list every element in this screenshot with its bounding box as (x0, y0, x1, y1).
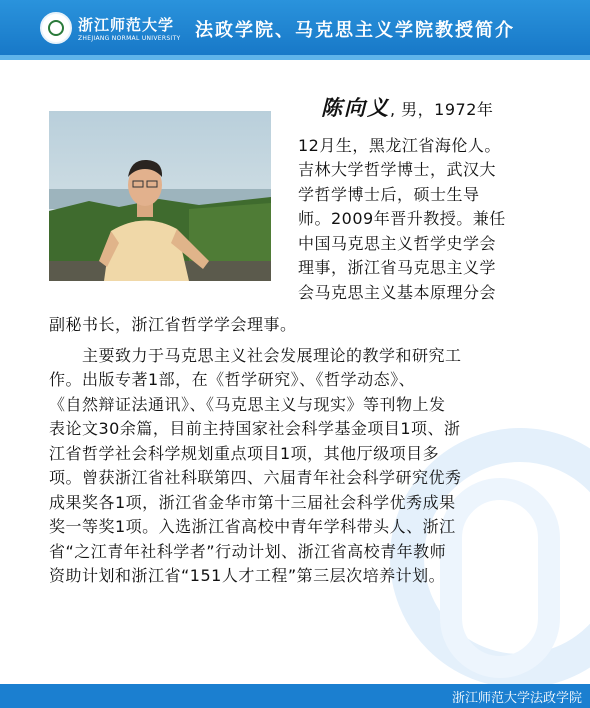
portrait-photo (49, 111, 271, 281)
intro-line-5: 师。2009年晋升教授。兼任 (298, 209, 506, 228)
body-line-11: 资助计划和浙江省“151人才工程”第三层次培养计划。 (49, 566, 446, 585)
intro-line-4: 学哲学博士后，硕士生导 (298, 185, 480, 204)
university-logo-text: 浙江师范大学 (78, 16, 175, 34)
body-line-4: 《自然辩证法通讯》、《马克思主义与现实》等刊物上发 (49, 395, 446, 414)
footer-bar (0, 684, 590, 708)
intro-line-1-text: , 男，1972年 (390, 100, 494, 119)
header-banner (0, 0, 590, 60)
professor-name: 陈向义 (321, 95, 390, 120)
footer-institution: 浙江师范大学法政学院 (451, 691, 582, 706)
intro-line-3: 吉林大学哲学博士，武汉大 (298, 160, 497, 179)
body-line-3: 作。出版专著1部，在《哲学研究》、《哲学动态》、 (49, 370, 416, 389)
header-stripe (0, 55, 590, 60)
page-title: 法政学院、马克思主义学院教授简介 (195, 20, 515, 41)
body-line-5: 表论文30余篇，目前主持国家社会科学基金项目1项、浙 (49, 419, 461, 438)
intro-line-7: 理事，浙江省马克思主义学 (298, 258, 497, 277)
university-seal-icon (40, 12, 72, 44)
university-logo-english: ZHEJIANG NORMAL UNIVERSITY (78, 35, 181, 42)
intro-line-2: 12月生，黑龙江省海伦人。 (298, 136, 501, 155)
intro-line-8: 会马克思主义基本原理分会 (298, 283, 497, 302)
portrait-photo-illustration (49, 111, 271, 281)
body-line-10: 省“之江青年社科学者”行动计划、浙江省高校青年教师 (49, 542, 447, 561)
body-line-9: 奖一等奖1项。入选浙江省高校中青年学科带头人、浙江 (49, 517, 456, 536)
body-line-7: 项。曾获浙江省社科联第四、六届青年社会科学研究优秀 (49, 468, 462, 487)
body-line-2: 主要致力于马克思主义社会发展理论的教学和研究工 (49, 346, 462, 365)
body-line-8: 成果奖各1项，浙江省金华市第十三届社会科学优秀成果 (49, 493, 456, 512)
background-decoration-inner (440, 478, 560, 678)
intro-line-6: 中国马克思主义哲学史学会 (298, 234, 497, 253)
intro-line-1 (321, 96, 493, 123)
body-line-6: 江省哲学社会科学规划重点项目1项，其他厅级项目多 (49, 444, 440, 463)
body-line-1: 副秘书长，浙江省哲学学会理事。 (49, 315, 297, 334)
